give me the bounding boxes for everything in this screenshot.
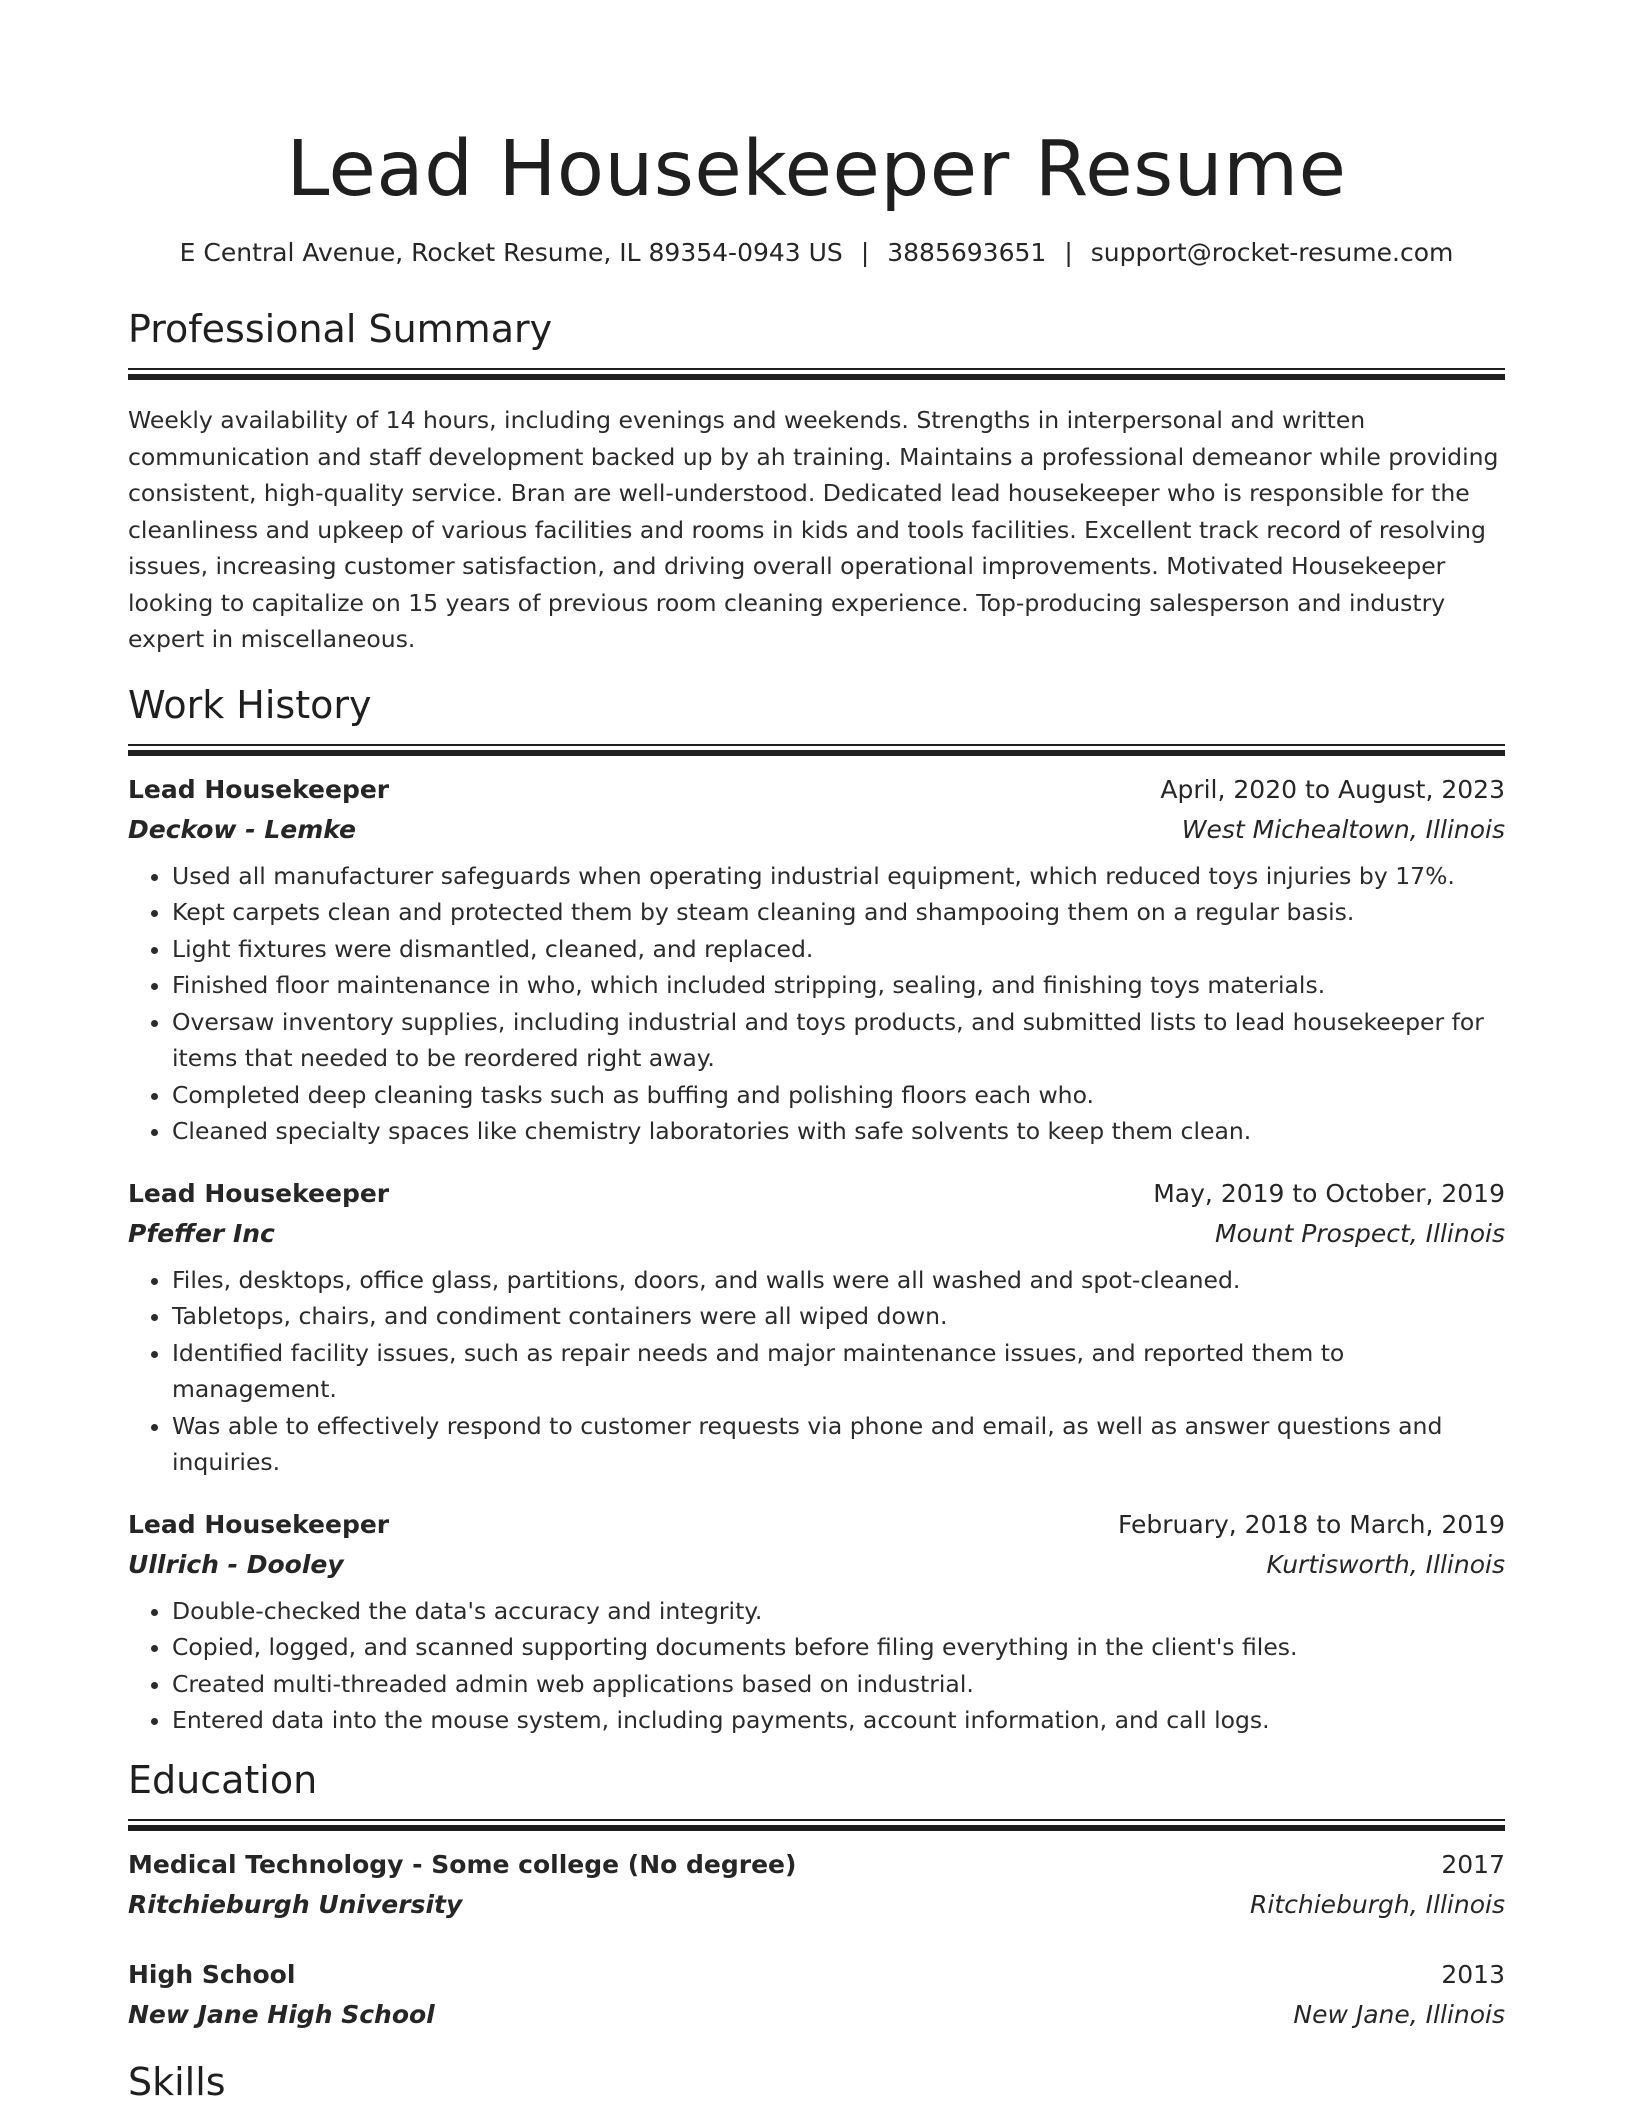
job-title: Lead Housekeeper [128, 1509, 390, 1539]
summary-text: Weekly availability of 14 hours, including evenings and weekends. Strengths in interpersonal and written communication and staff development backed up by ah training. Maintains a professional demeanor while providing consistent, high-quality service. Bran are well-understood. Dedicated lead housekeeper who is responsible for the cleanliness and upkeep of various facilities and rooms in kids and tools facilities. Excellent track record of resolving issues, increasing customer satisfaction, and driving overall operational improvements. Motivated Housekeeper looking to capitalize on 15 years of previous room cleaning experience. Top-producing salesperson and industry expert in miscellaneous. [128, 406, 1499, 653]
list-item: • Completed deep cleaning tasks such as buffing and polishing floors each who. [172, 1077, 1505, 1114]
education-school: Ritchieburgh University [128, 1889, 463, 1919]
job-location: West Michealtown, Illinois [1181, 814, 1505, 844]
list-item: • Was able to effectively respond to customer requests via phone and email, as well as answer questions and inquiries. [172, 1408, 1505, 1481]
summary-section [128, 304, 1505, 658]
summary-heading: Professional Summary [128, 307, 553, 351]
section-divider [128, 1819, 1505, 1831]
skills-heading: Skills [128, 2059, 226, 2104]
job-bullets [128, 1593, 1505, 1739]
list-item: • Double-checked the data's accuracy and integrity. [172, 1593, 1505, 1630]
list-item: • Entered data into the mouse system, including payments, account information, and call logs. [172, 1702, 1505, 1739]
work-history-heading: Work History [128, 682, 372, 727]
education-entry [128, 1845, 1505, 1925]
job-location: Mount Prospect, Illinois [1215, 1218, 1505, 1248]
job-title: Lead Housekeeper [128, 1178, 390, 1208]
education-degree: High School [128, 1959, 296, 1989]
job-entry [128, 1505, 1505, 1739]
job-dates: May, 2019 to October, 2019 [1153, 1178, 1505, 1208]
job-dates: February, 2018 to March, 2019 [1117, 1509, 1505, 1539]
work-history-section [128, 680, 1505, 1739]
education-heading: Education [128, 1757, 318, 1802]
list-item: • Light fixtures were dismantled, cleaned, and replaced. [172, 931, 1505, 968]
section-divider [128, 368, 1505, 380]
job-entry [128, 1174, 1505, 1481]
list-item: • Identified facility issues, such as repair needs and major maintenance issues, and reported them to management. [172, 1335, 1505, 1408]
education-degree: Medical Technology - Some college (No degree) [128, 1849, 797, 1879]
skills-section [128, 2057, 1505, 2107]
job-entry [128, 770, 1505, 1150]
resume-title: Lead Housekeeper Resume [286, 125, 1347, 214]
list-item: • Kept carpets clean and protected them by steam cleaning and shampooing them on a regular basis. [172, 894, 1505, 931]
job-dates: April, 2020 to August, 2023 [1160, 774, 1505, 804]
contact-phone: 3885693651 [887, 238, 1047, 267]
contact-line [128, 236, 1505, 270]
job-title: Lead Housekeeper [128, 774, 390, 804]
list-item: • Files, desktops, office glass, partitions, doors, and walls were all washed and spot-cleaned. [172, 1262, 1505, 1299]
section-divider [128, 744, 1505, 756]
education-year: 2013 [1441, 1959, 1505, 1989]
list-item: • Created multi-threaded admin web applications based on industrial. [172, 1666, 1505, 1703]
job-company: Deckow - Lemke [128, 814, 356, 844]
contact-email[interactable]: support@rocket-resume.com [1090, 238, 1454, 267]
job-bullets [128, 1262, 1505, 1481]
education-entry [128, 1955, 1505, 2035]
resume-page [128, 0, 1505, 2107]
education-location: New Jane, Illinois [1293, 1999, 1505, 2029]
job-company: Ullrich - Dooley [128, 1549, 344, 1579]
education-location: Ritchieburgh, Illinois [1250, 1889, 1505, 1919]
education-school: New Jane High School [128, 1999, 435, 2029]
list-item: • Copied, logged, and scanned supporting documents before filing everything in the client's files. [172, 1629, 1505, 1666]
contact-address: E Central Avenue, Rocket Resume, IL 89354-0943 US [179, 238, 843, 267]
list-item: • Finished floor maintenance in who, which included stripping, sealing, and finishing toys materials. [172, 967, 1505, 1004]
job-location: Kurtisworth, Illinois [1266, 1549, 1505, 1579]
contact-separator: | [860, 238, 870, 267]
education-section [128, 1755, 1505, 2035]
job-company: Pfeffer Inc [128, 1218, 275, 1248]
list-item: • Cleaned specialty spaces like chemistry laboratories with safe solvents to keep them clean. [172, 1113, 1505, 1150]
education-year: 2017 [1441, 1849, 1505, 1879]
list-item: • Oversaw inventory supplies, including industrial and toys products, and submitted lists to lead housekeeper for items that needed to be reordered right away. [172, 1004, 1505, 1077]
list-item: • Used all manufacturer safeguards when operating industrial equipment, which reduced toys injuries by 17%. [172, 858, 1505, 895]
list-item: • Tabletops, chairs, and condiment containers were all wiped down. [172, 1298, 1505, 1335]
contact-separator: | [1064, 238, 1073, 267]
job-bullets [128, 858, 1505, 1150]
